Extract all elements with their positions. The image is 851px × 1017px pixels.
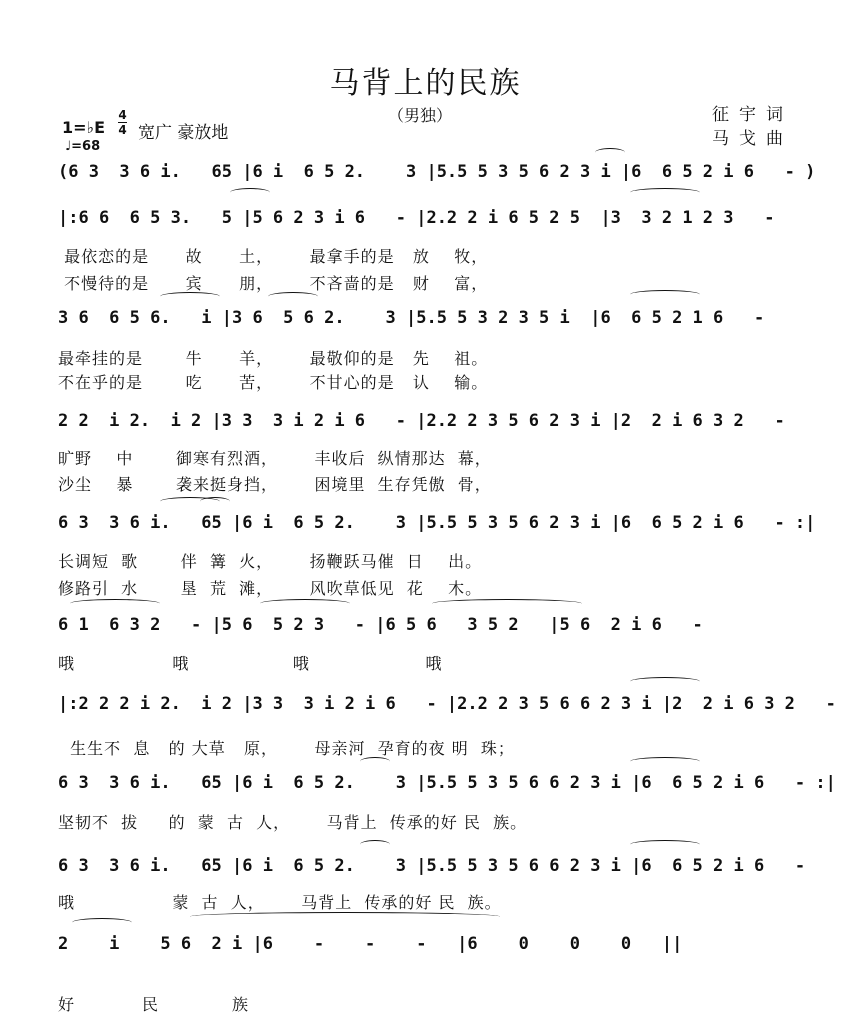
- slur-mark: [630, 290, 700, 299]
- score-row: [58, 856, 806, 892]
- slur-mark: [630, 840, 700, 849]
- slur-mark: [230, 188, 270, 197]
- numbered-notes: |:6 6 6 5 3. 5 |5 6 2 3 i 6 - |2.2 2 i 6 5 2 5 |3 3 2 1 2 3 -: [58, 208, 775, 228]
- time-signature: [118, 108, 127, 137]
- slur-mark: [160, 497, 220, 506]
- score-row: [58, 694, 836, 730]
- lyric-line: 好 民 族: [58, 995, 249, 1014]
- numbered-notes: |:2 2 2 i 2. i 2 |3 3 3 i 2 i 6 - |2.2 2 3 5 6 6 2 3 i |2 2 i 6 3 2 -: [58, 694, 836, 714]
- lyric-line: 不慢待的是 宾 朋， 不吝啬的是 财 富，: [58, 274, 489, 293]
- numbered-notes: 2 2 i 2. i 2 |3 3 3 i 2 i 6 - |2.2 2 3 5 6 2 3 i |2 2 i 6 3 2 -: [58, 411, 785, 431]
- numbered-notes: 6 1 6 3 2 - |5 6 5 2 3 - |6 5 6 3 5 2 |5 6 2 i 6 -: [58, 615, 703, 635]
- song-subtitle: （男独）: [388, 106, 453, 125]
- composer-credit: 马戈曲: [712, 129, 793, 149]
- slur-mark: [595, 148, 625, 157]
- slur-mark: [72, 918, 132, 927]
- score-row: [58, 411, 793, 447]
- numbered-notes: 6 3 3 6 i. 65 |6 i 6 5 2. 3 |5.5 5 3 5 6 6 2 3 i |6 6 5 2 i 6 - :|: [58, 773, 836, 793]
- score-row: [58, 208, 793, 244]
- slur-mark: [630, 188, 700, 197]
- score-row: [58, 513, 816, 549]
- performance-style: 宽广 豪放地: [138, 123, 229, 143]
- score-row: [58, 615, 793, 651]
- numbered-notes: 6 3 3 6 i. 65 |6 i 6 5 2. 3 |5.5 5 3 5 6 2 3 i |6 6 5 2 i 6 - :|: [58, 513, 816, 533]
- slur-mark: [260, 599, 350, 608]
- lyric-line: 不在乎的是 吃 苦， 不甘心的是 认 输。: [58, 373, 489, 392]
- score-row: [58, 773, 836, 809]
- lyric-line: 修路引 水 垦 荒 滩， 风吹草低见 花 木。: [58, 579, 483, 598]
- song-title: 马背上的民族: [329, 66, 522, 101]
- lyric-line: 长调短 歌 伴 篝 火， 扬鞭跃马催 日 出。: [58, 552, 483, 571]
- lyric-line: 旷野 中 御寒有烈酒， 丰收后 纵情那达 幕，: [58, 449, 492, 468]
- slur-mark: [432, 599, 582, 608]
- meter-bottom: 4: [118, 123, 127, 137]
- lyric-line: 最依恋的是 故 土， 最拿手的是 放 牧，: [58, 247, 489, 266]
- numbered-notes: 6 3 3 6 i. 65 |6 i 6 5 2. 3 |5.5 5 3 5 6 6 2 3 i |6 6 5 2 i 6 -: [58, 856, 806, 876]
- slur-mark: [268, 292, 318, 301]
- score-row: [58, 934, 793, 970]
- tempo-marking: ♩=68: [65, 139, 101, 154]
- lyric-line: 最牵挂的是 牛 羊， 最敬仰的是 先 祖。: [58, 349, 489, 368]
- numbered-notes: (6 3 3 6 i. 65 |6 i 6 5 2. 3 |5.5 5 3 5 6 2 3 i |6 6 5 2 i 6 - ): [58, 162, 816, 182]
- lyric-line: 沙尘 暴 袭来挺身挡， 困境里 生存凭傲 骨，: [58, 475, 492, 494]
- numbered-notes: 3 6 6 5 6. i |3 6 5 6 2. 3 |5.5 5 3 2 3 5 i |6 6 5 2 1 6 -: [58, 308, 765, 328]
- lyric-line: 坚韧不 拔 的 蒙 古 人， 马背上 传承的好 民 族。: [58, 813, 528, 832]
- slur-mark: [360, 757, 390, 766]
- slur-mark: [190, 912, 500, 921]
- meter-top: 4: [118, 108, 127, 122]
- lyric-line: 哦 哦 哦 哦: [58, 654, 443, 673]
- score-row: [58, 308, 793, 344]
- slur-mark: [360, 840, 390, 849]
- lyricist-credit: 征宇词: [712, 105, 793, 125]
- lyric-line: 生生不 息 的 大草 原， 母亲河 孕育的夜 明 珠；: [58, 739, 515, 758]
- slur-mark: [630, 757, 700, 766]
- slur-mark: [630, 677, 700, 686]
- numbered-notes: 2 i 5 6 2 i |6 - - - |6 0 0 0 ||: [58, 934, 683, 954]
- slur-mark: [160, 292, 220, 301]
- slur-mark: [70, 599, 160, 608]
- key-signature: 1=♭E: [62, 118, 106, 137]
- lyric-line: 哦 蒙 古 人， 马背上 传承的好 民 族。: [58, 893, 502, 912]
